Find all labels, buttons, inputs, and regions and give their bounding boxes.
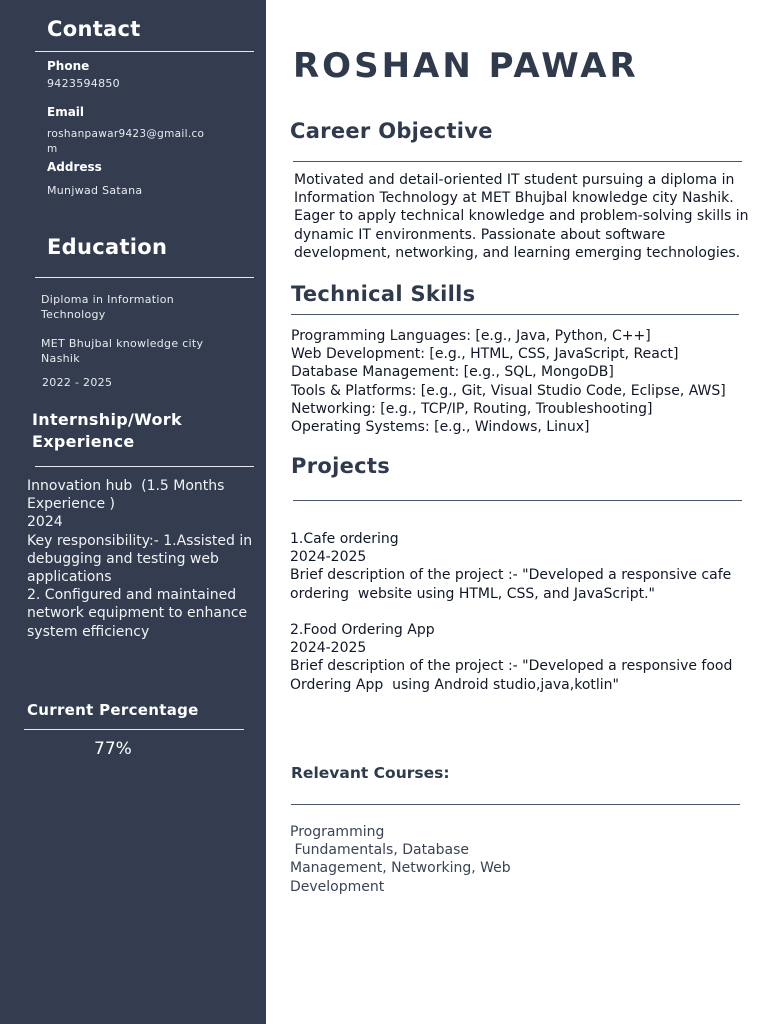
percentage-heading: Current Percentage	[27, 701, 199, 719]
project-food-ordering-app: 2.Food Ordering App 2024-2025 Brief description of the project :- "Developed a responsive food Ordering App using Android studio,java,kotlin"	[290, 622, 733, 693]
address-label: Address	[47, 160, 102, 174]
email-value: roshanpawar9423@gmail.co m	[47, 128, 205, 155]
phone-value: 9423594850	[47, 77, 120, 90]
candidate-name: ROSHAN PAWAR	[293, 46, 639, 86]
relevant-courses-divider	[291, 804, 740, 805]
sidebar	[0, 0, 266, 1024]
projects-heading: Projects	[291, 454, 391, 478]
technical-skills-heading: Technical Skills	[291, 282, 476, 306]
experience-heading: Internship/Work Experience	[32, 410, 182, 451]
experience-divider	[35, 466, 254, 467]
education-heading: Education	[47, 235, 168, 259]
email-label: Email	[47, 105, 85, 119]
contact-heading: Contact	[47, 17, 141, 41]
address-value: Munjwad Satana	[47, 184, 143, 197]
technical-skills-divider	[291, 314, 739, 315]
project-cafe-ordering: 1.Cafe ordering 2024-2025 Brief description of the project :- "Developed a responsive cafe ordering website using HTML, CSS, and JavaScript."	[290, 531, 732, 602]
experience-details: Innovation hub (1.5 Months Experience ) 2024 Key responsibility:- 1.Assisted in debugging and testing web applications 2. Configured and maintained network equipment to enhance system efficiency	[27, 478, 253, 640]
education-years: 2022 - 2025	[42, 376, 113, 389]
career-objective-text: Motivated and detail-oriented IT student pursuing a diploma in Information Technology at MET Bhujbal knowledge city Nashik. Eager to apply technical knowledge and problem-solving skills in dynamic IT environments. Passionate about software development, networking, and learning emerging technologies.	[294, 172, 749, 261]
career-objective-divider	[293, 161, 742, 162]
education-institute: MET Bhujbal knowledge city Nashik	[41, 337, 204, 365]
relevant-courses-list: Programming Fundamentals, Database Management, Networking, Web Development	[290, 824, 511, 895]
percentage-divider	[24, 729, 244, 730]
projects-divider	[293, 500, 742, 501]
career-objective-heading: Career Objective	[290, 119, 493, 143]
technical-skills-list: Programming Languages: [e.g., Java, Python, C++] Web Development: [e.g., HTML, CSS, JavaScript, React] Database Management: [e.g., SQL, MongoDB] Tools & Platforms: [e.g., Git, Visual Studio Code, Eclipse, AWS] Networking: [e.g., TCP/IP, Routing, Troubleshooting] Operating Systems: [e.g., Windows, Linux]	[291, 328, 726, 436]
relevant-courses-heading: Relevant Courses:	[291, 764, 450, 782]
percentage-value: 77%	[94, 739, 132, 759]
contact-divider	[35, 51, 254, 52]
education-degree: Diploma in Information Technology	[41, 293, 175, 321]
phone-label: Phone	[47, 59, 90, 73]
education-divider	[35, 277, 254, 278]
